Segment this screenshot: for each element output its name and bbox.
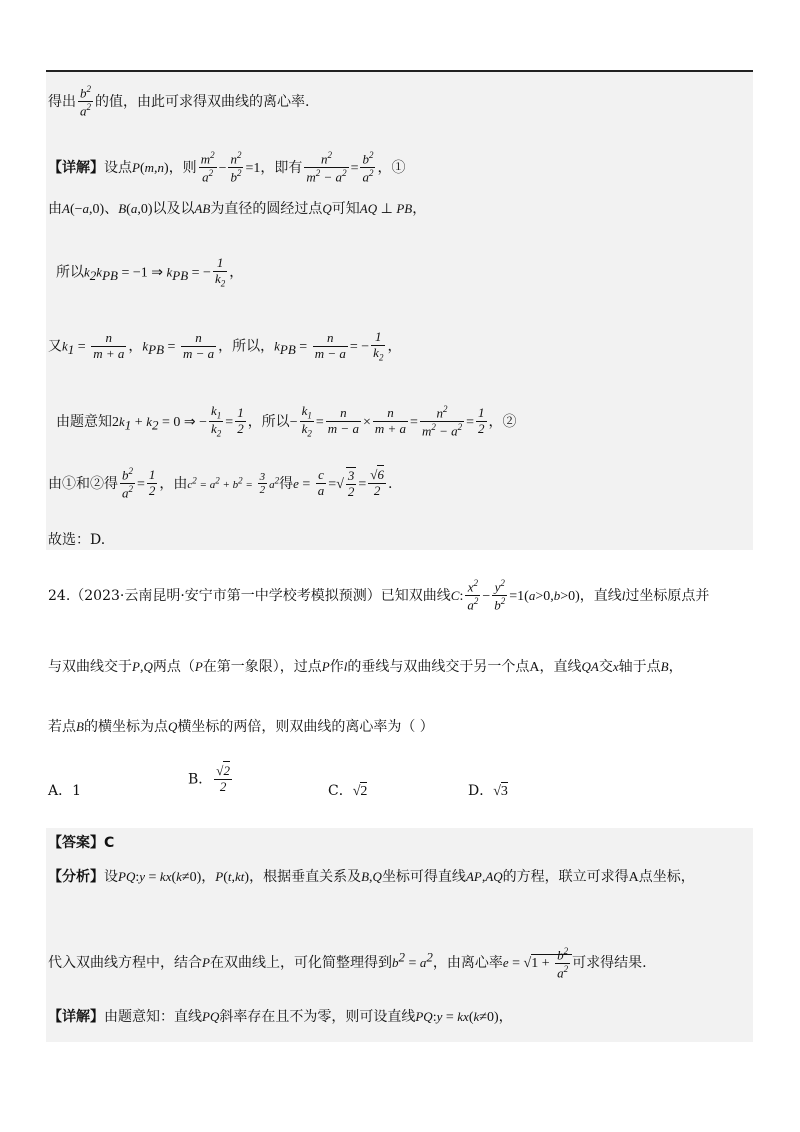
question-24-line-3: 若点B的横坐标为点Q横坐标的两倍，则双曲线的离心率为（ ）: [48, 719, 434, 735]
line-1: 得出 $\frac{b^2}{a^2}$ 的值，由此可求得双曲线的离心率.: [48, 84, 310, 119]
option-a[interactable]: A．1: [48, 783, 82, 799]
answer: 【答案】C: [48, 835, 115, 851]
line-6: 由题意知$2k_1 + k_2 = 0$ ⇒ − $\frac{k_1}{k_2}$ = $\frac{1}{2}$ ，所以− $\frac{k_1}{k_2}$ = $\frac{n}{m - a}$ × $\frac{n}{m + a}$ = $\frac{n^2}{m^2 - a^2}$ = $\frac{1}{2}$ ，②: [56, 403, 517, 439]
line-2: 【详解】设点P(m,n)，则 $\frac{m^2}{a^2}$ − $\frac{n^2}{b^2}$ =1，即有 $\frac{n^2}{m^2 - a^2}$ = $\frac{b^2}{a^2}$ ，①: [48, 150, 406, 185]
question-24-line-1: 24.（2023·云南昆明·安宁市第一中学校考模拟预测）已知双曲线C: $\frac{x^2}{a^2}$ − $\frac{y^2}{b^2}$ =1(a>0,b>0)，直线l过坐标原点并: [48, 578, 710, 613]
option-d[interactable]: D．√3: [468, 783, 508, 799]
line-3: 由A(−a,0)、B(a,0)以及以AB为直径的圆经过点Q可知AQ ⊥ PB，: [48, 201, 427, 217]
line-5: 又$k_1$ = $\frac{n}{m + a}$ ，$k_{PB}$ = $\frac{n}{m - a}$ ，所以，$k_{PB}$ = $\frac{n}{m - a}$ = − $\frac{1}{k_2}$ ，: [48, 329, 402, 363]
analysis-line-2: 代入双曲线方程中，结合P在双曲线上，可化简整理得到$b^2 = a^2$，由离心率e = √1 + $\frac{b^2}{a^2}$ 可求得结果.: [48, 946, 647, 981]
line-7: 由①和②得 $\frac{b^2}{a^2}$ = $\frac{1}{2}$ ，由$c^2 = a^2 + b^2$ = $\frac{3}{2}$ $a^2$得e = $\frac{c}{a}$ =√ $\frac{3}{2}$ = $\frac{√6}{2}$ .: [48, 466, 393, 501]
option-b[interactable]: B． $\frac{√2}{2}$: [188, 763, 230, 794]
analysis-line-1: 【分析】设PQ:y = kx(k≠0)，P(t,kt)，根据垂直关系及B,Q坐标可得直线AP,AQ的方程，联立可求得A点坐标，: [48, 869, 695, 885]
question-24-line-2: 与双曲线交于P,Q两点（P在第一象限），过点P作l的垂线与双曲线交于另一个点A，直线QA交x轴于点B，: [48, 659, 683, 675]
line-4: 所以$k_2k_{PB} = -1$ ⇒ $k_{PB}$ = − $\frac{1}{k_2}$ ，: [56, 255, 244, 289]
frac-b2-a2: $\frac{b^2}{a^2}$: [80, 84, 91, 119]
line-8: 故选：D.: [48, 532, 106, 548]
detail-line-1: 【详解】由题意知：直线PQ斜率存在且不为零，则可设直线PQ:y = kx(k≠0)，: [48, 1009, 513, 1025]
option-c[interactable]: C．√2: [328, 783, 368, 799]
